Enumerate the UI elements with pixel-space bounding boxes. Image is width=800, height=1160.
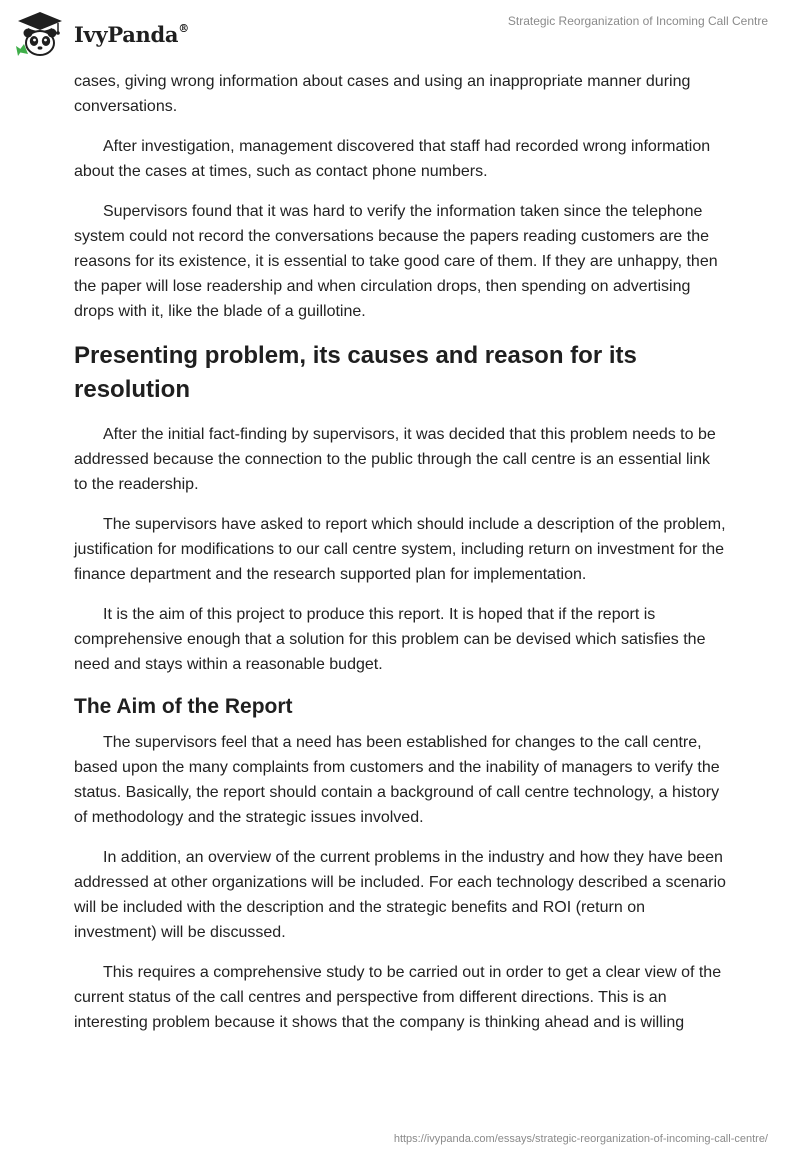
page-header [0, 0, 800, 64]
paragraph: Supervisors found that it was hard to verify the information taken since the telephone system could not record the conversations because the papers reading customers are the reasons for its existence, it is essential to take good care of them. If they are unhappy, then the paper will lose readership and when circulation drops, then spending on advertising drops with it, like the blade of a guillotine. [74, 203, 718, 320]
ivypanda-logo[interactable] [14, 10, 189, 58]
paragraph: After investigation, management discovered that staff had recorded wrong information about the cases at times, such as contact phone numbers. [74, 138, 711, 180]
paragraph: cases, giving wrong information about cases and using an inappropriate manner during conversations. [74, 73, 691, 115]
essay-body [74, 69, 726, 1050]
paragraph: The supervisors feel that a need has been established for changes to the call centre, based upon the many complaints from customers and the inability of managers to verify the status. Basically, the report should contain a background of call centre technology, a history of methodology and the strategic issues involved. [74, 734, 720, 826]
source-url[interactable]: https://ivypanda.com/essays/strategic-reorganization-of-incoming-call-centre/ [393, 1133, 768, 1145]
paragraph: It is the aim of this project to produce this report. It is hoped that if the report is comprehensive enough that a solution for this problem can be devised which satisfies the need and stays within a reasonable budget. [74, 606, 706, 673]
panda-graduate-icon [14, 10, 66, 58]
section-heading: The Aim of the Report [74, 695, 293, 718]
paragraph: In addition, an overview of the current problems in the industry and how they have been addressed at other organizations will be included. For each technology described a scenario will be included with the description and the strategic benefits and ROI (return on investment) will be discussed. [74, 849, 726, 941]
logo-text: IvyPanda® [74, 21, 189, 47]
paragraph: After the initial fact-finding by supervisors, it was decided that this problem needs to be addressed because the connection to the public through the call centre is an essential link to the readership. [74, 426, 716, 493]
section-heading: Presenting problem, its causes and reason for its resolution [74, 342, 637, 403]
document-title: Strategic Reorganization of Incoming Call Centre [507, 14, 768, 28]
paragraph: The supervisors have asked to report which should include a description of the problem, justification for modifications to our call centre system, including return on investment for the finance department and the research supported plan for implementation. [74, 516, 726, 583]
paragraph: This requires a comprehensive study to be carried out in order to get a clear view of the current status of the call centres and perspective from different directions. This is an interesting problem because it shows that the company is thinking ahead and is willing [74, 964, 722, 1031]
